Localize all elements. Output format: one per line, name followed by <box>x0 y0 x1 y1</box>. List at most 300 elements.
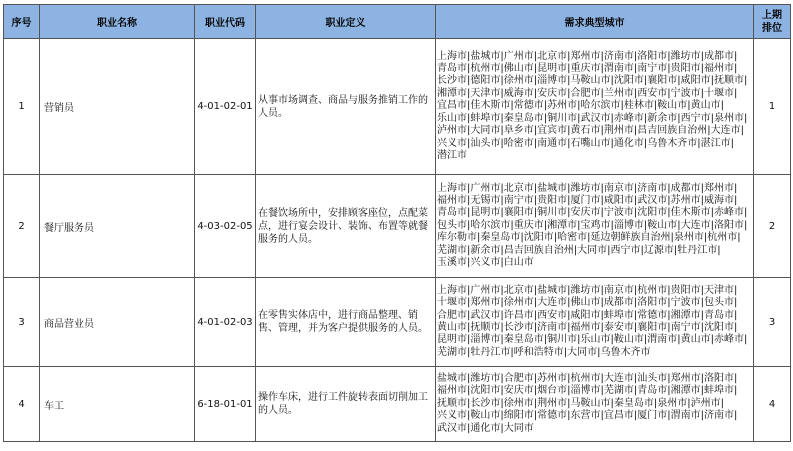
city-item: 乌鲁木齐市 <box>647 137 698 149</box>
city-item: 黄山市 <box>437 322 467 333</box>
city-item: 泰安市 <box>603 322 634 333</box>
city-separator: | <box>737 232 741 244</box>
city-separator: | <box>600 322 604 333</box>
city-separator: | <box>467 207 471 219</box>
city-separator: | <box>567 207 571 219</box>
city-item: 东营市 <box>570 410 601 422</box>
city-item: 无锡市 <box>470 194 501 206</box>
city-item: 铜川市 <box>547 334 578 346</box>
city-item: 桂林市 <box>623 100 654 112</box>
city-separator: | <box>467 63 471 75</box>
city-item: 大同市 <box>503 422 534 434</box>
city-separator: | <box>700 410 704 422</box>
city-separator: | <box>697 137 701 149</box>
city-separator: | <box>533 397 538 409</box>
city-item: 许昌市 <box>503 309 534 321</box>
city-item: 白山市 <box>503 257 534 269</box>
city-item: 济南市 <box>603 50 634 62</box>
city-item: 重庆市 <box>570 63 601 75</box>
city-separator: | <box>577 112 581 124</box>
city-separator: | <box>610 75 614 87</box>
city-separator: | <box>467 87 471 99</box>
city-item: 威海市 <box>503 87 534 99</box>
city-separator: | <box>653 100 658 112</box>
city-separator: | <box>734 194 738 206</box>
occupation-definition: 操作车床，进行工件旋转表面切削加工的人员。 <box>256 367 436 442</box>
city-separator: | <box>567 194 571 206</box>
city-item: 赤峰市 <box>714 334 744 346</box>
city-separator: | <box>734 410 738 422</box>
city-item: 大同市 <box>470 125 501 137</box>
city-separator: | <box>667 50 671 62</box>
city-separator: | <box>500 207 504 219</box>
header-rank-line2: 排位 <box>762 22 782 34</box>
city-separator: | <box>543 100 548 112</box>
city-item: 厦门市 <box>570 194 601 206</box>
city-separator: | <box>500 284 504 296</box>
city-item: 盐城市 <box>470 50 501 62</box>
city-item: 大连市 <box>603 372 634 384</box>
city-item: 鞍山市 <box>470 410 501 422</box>
city-item: 新余市 <box>470 244 501 256</box>
city-separator: | <box>643 112 648 124</box>
city-item: 淄博市 <box>570 385 601 397</box>
city-separator: | <box>710 112 714 124</box>
city-item: 赤峰市 <box>613 112 644 124</box>
city-separator: | <box>600 309 604 321</box>
city-item: 大连市 <box>537 297 568 309</box>
city-item: 郑州市 <box>670 372 701 384</box>
city-separator: | <box>610 137 614 149</box>
city-separator: | <box>633 410 638 422</box>
city-separator: | <box>467 422 471 434</box>
city-separator: | <box>500 297 504 309</box>
city-separator: | <box>533 284 538 296</box>
city-item: 阜乡市 <box>503 125 534 137</box>
city-item: 抚顺市 <box>714 75 744 87</box>
city-item: 福州市 <box>437 194 467 206</box>
city-item: 南宁市 <box>637 63 668 75</box>
city-separator: | <box>597 346 601 358</box>
city-item: 十堰市 <box>704 87 734 99</box>
city-item: 兴义市 <box>470 257 501 269</box>
city-separator: | <box>700 372 704 384</box>
city-item: 湘潭市 <box>547 219 578 231</box>
occupation-code: 6-18-01-01 <box>195 367 256 442</box>
city-separator: | <box>677 112 681 124</box>
city-item: 汕头市 <box>470 137 501 149</box>
city-item: 宁波市 <box>670 297 701 309</box>
header-name: 职业名称 <box>40 5 195 39</box>
city-item: 鞍山市 <box>613 334 644 346</box>
city-separator: | <box>667 322 671 333</box>
city-separator: | <box>734 63 738 75</box>
city-item: 沈阳市 <box>523 232 554 244</box>
city-item: 常德市 <box>513 100 544 112</box>
city-separator: | <box>633 309 638 321</box>
city-separator: | <box>744 207 748 219</box>
city-item: 重庆市 <box>513 219 544 231</box>
city-item: 咸阳市 <box>570 309 601 321</box>
city-item: 湘潭市 <box>670 309 701 321</box>
city-item: 潍坊市 <box>570 182 601 194</box>
city-separator: | <box>667 284 671 296</box>
city-separator: | <box>700 63 704 75</box>
city-separator: | <box>620 100 624 112</box>
city-item: 苏州市 <box>670 194 701 206</box>
city-separator: | <box>567 125 571 137</box>
occupation-name: 车工 <box>40 367 195 442</box>
city-item: 十堰市 <box>437 297 467 309</box>
city-item: 北京市 <box>537 50 568 62</box>
city-item: 大同市 <box>577 244 608 256</box>
city-separator: | <box>700 182 704 194</box>
city-item: 湘潭市 <box>670 385 701 397</box>
previous-rank: 4 <box>754 367 791 442</box>
city-item: 昌吉回族自治州 <box>637 125 708 137</box>
city-item: 秦皇岛市 <box>503 112 544 124</box>
city-separator: | <box>633 385 638 397</box>
city-item: 武汉市 <box>470 309 501 321</box>
city-item: 西安市 <box>637 87 668 99</box>
city-separator: | <box>533 372 538 384</box>
city-separator: | <box>643 334 648 346</box>
city-item: 南宁市 <box>503 194 534 206</box>
city-separator: | <box>567 385 571 397</box>
city-separator: | <box>734 309 738 321</box>
city-item: 北京市 <box>503 182 534 194</box>
city-item: 西宁市 <box>680 112 711 124</box>
city-separator: | <box>667 194 671 206</box>
city-separator: | <box>740 125 744 137</box>
city-item: 徐州市 <box>503 297 534 309</box>
city-separator: | <box>467 346 471 358</box>
previous-rank: 3 <box>754 278 791 367</box>
city-separator: | <box>467 50 471 62</box>
city-item: 沈阳市 <box>613 75 644 87</box>
city-item: 广州市 <box>503 50 534 62</box>
city-item: 安庆市 <box>537 87 568 99</box>
city-separator: | <box>734 182 738 194</box>
city-item: 成都市 <box>603 297 634 309</box>
city-separator: | <box>467 182 471 194</box>
city-separator: | <box>567 322 571 333</box>
city-item: 黄山市 <box>680 334 711 346</box>
city-separator: | <box>567 87 571 99</box>
city-separator: | <box>600 50 604 62</box>
city-separator: | <box>610 397 614 409</box>
city-separator: | <box>677 219 681 231</box>
city-separator: | <box>500 244 504 256</box>
city-item: 西宁市 <box>610 244 641 256</box>
city-item: 铜川市 <box>547 112 578 124</box>
city-separator: | <box>633 284 638 296</box>
city-separator: | <box>520 232 524 244</box>
city-item: 佳木斯市 <box>670 207 711 219</box>
city-item: 宁波市 <box>670 87 701 99</box>
city-separator: | <box>500 63 504 75</box>
city-item: 芜湖市 <box>437 346 467 358</box>
city-item: 宁波市 <box>603 207 634 219</box>
city-separator: | <box>734 50 738 62</box>
city-separator: | <box>687 397 691 409</box>
city-item: 天津市 <box>470 87 501 99</box>
city-separator: | <box>500 322 504 333</box>
city-item: 大同市 <box>567 346 598 358</box>
city-separator: | <box>500 422 504 434</box>
city-separator: | <box>600 372 604 384</box>
city-separator: | <box>710 75 714 87</box>
city-item: 上海市 <box>437 182 467 194</box>
city-separator: | <box>467 112 471 124</box>
city-item: 蚌埠市 <box>470 112 501 124</box>
city-separator: | <box>567 397 571 409</box>
city-item: 上海市 <box>437 50 467 62</box>
city-item: 杭州市 <box>637 284 668 296</box>
city-separator: | <box>667 182 671 194</box>
city-separator: | <box>533 322 538 333</box>
city-item: 乐山市 <box>580 334 611 346</box>
city-separator: | <box>533 75 538 87</box>
city-separator: | <box>700 309 704 321</box>
city-item: 盐城市 <box>537 284 568 296</box>
city-separator: | <box>600 385 604 397</box>
city-separator: | <box>500 410 504 422</box>
city-item: 洛阳市 <box>637 297 668 309</box>
city-separator: | <box>734 297 738 309</box>
city-separator: | <box>467 219 471 231</box>
city-separator: | <box>467 297 471 309</box>
city-item: 宝鸡市 <box>580 219 611 231</box>
city-separator: | <box>500 75 504 87</box>
city-separator: | <box>633 194 638 206</box>
city-item: 潍坊市 <box>670 50 701 62</box>
city-item: 上海市 <box>437 284 467 296</box>
city-separator: | <box>500 309 504 321</box>
city-separator: | <box>607 244 611 256</box>
city-separator: | <box>533 50 538 62</box>
typical-cities <box>436 373 753 435</box>
city-item: 兰州市 <box>603 87 634 99</box>
city-item: 济南市 <box>637 182 668 194</box>
city-separator: | <box>567 182 571 194</box>
row-number: 2 <box>4 175 40 278</box>
city-item: 昆明市 <box>470 207 501 219</box>
city-item: 合肥市 <box>503 372 534 384</box>
city-separator: | <box>633 207 638 219</box>
city-item: 常德市 <box>537 410 568 422</box>
city-item: 包头市 <box>437 219 467 231</box>
city-item: 襄阳市 <box>503 207 534 219</box>
occupation-code: 4-01-02-03 <box>195 278 256 367</box>
city-item: 辽源市 <box>643 244 674 256</box>
city-item: 成都市 <box>670 182 701 194</box>
city-separator: | <box>500 397 504 409</box>
city-item: 淄博市 <box>537 75 568 87</box>
city-item: 鞍山市 <box>647 219 678 231</box>
city-item: 广州市 <box>470 284 501 296</box>
city-item: 铜川市 <box>537 207 568 219</box>
city-item: 通化市 <box>470 422 501 434</box>
city-separator: | <box>533 194 538 206</box>
city-item: 杭州市 <box>470 63 501 75</box>
city-separator: | <box>533 137 538 149</box>
occupation-code: 4-01-02-01 <box>195 39 256 175</box>
city-separator: | <box>667 87 671 99</box>
city-separator: | <box>700 322 704 333</box>
city-separator: | <box>510 100 514 112</box>
city-item: 黄石市 <box>570 125 601 137</box>
city-separator: | <box>700 194 704 206</box>
city-separator: | <box>633 63 638 75</box>
city-separator: | <box>700 87 704 99</box>
city-item: 佳木斯市 <box>470 100 511 112</box>
city-item: 洛阳市 <box>637 50 668 62</box>
city-item: 蚌埠市 <box>704 385 734 397</box>
occupation-definition: 从事市场调查、商品与服务推销工作的人员。 <box>256 39 436 175</box>
typical-cities <box>436 285 753 359</box>
city-item: 泸州市 <box>690 397 721 409</box>
city-separator: | <box>533 297 538 309</box>
city-item: 长沙市 <box>470 397 501 409</box>
city-separator: | <box>633 50 638 62</box>
city-separator: | <box>467 372 471 384</box>
occupation-name: 餐厅服务员 <box>40 175 195 278</box>
city-item: 牡丹江市 <box>677 244 718 256</box>
city-item: 淄博市 <box>470 334 501 346</box>
city-item: 湘潭市 <box>437 87 467 99</box>
city-separator: | <box>500 87 504 99</box>
city-separator: | <box>633 372 638 384</box>
city-item: 武汉市 <box>437 422 467 434</box>
city-item: 渭南市 <box>670 410 701 422</box>
city-item: 哈密市 <box>503 137 534 149</box>
city-item: 盐城市 <box>437 372 467 384</box>
city-item: 马鞍山市 <box>570 397 611 409</box>
city-separator: | <box>500 112 504 124</box>
city-separator: | <box>467 334 471 346</box>
city-separator: | <box>543 334 548 346</box>
city-separator: | <box>510 346 514 358</box>
jobs-table <box>3 4 791 442</box>
city-separator: | <box>563 346 568 358</box>
city-separator: | <box>677 75 681 87</box>
city-separator: | <box>467 309 471 321</box>
typical-cities-cell <box>436 367 754 442</box>
row-number: 3 <box>4 278 40 367</box>
city-separator: | <box>610 334 614 346</box>
city-separator: | <box>700 297 704 309</box>
city-separator: | <box>600 87 604 99</box>
city-item: 南通市 <box>537 137 568 149</box>
city-item: 成都市 <box>704 50 734 62</box>
city-separator: | <box>667 297 671 309</box>
city-separator: | <box>734 385 738 397</box>
city-separator: | <box>467 284 471 296</box>
city-separator: | <box>467 137 471 149</box>
city-item: 荆州市 <box>537 397 568 409</box>
city-item: 秦皇岛市 <box>480 232 521 244</box>
city-item: 鞍山市 <box>657 100 688 112</box>
city-item: 杭州市 <box>707 232 738 244</box>
city-item: 西安市 <box>537 309 568 321</box>
city-item: 威海市 <box>704 194 734 206</box>
city-item: 洛阳市 <box>714 219 744 231</box>
occupation-definition: 在餐饮场所中，安排顾客座位，点配菜点，进行宴会设计、装饰、布置等就餐服务的人员。 <box>256 175 436 278</box>
city-separator: | <box>700 50 704 62</box>
city-separator: | <box>587 232 591 244</box>
city-separator: | <box>567 63 571 75</box>
city-item: 广州市 <box>470 182 501 194</box>
typical-cities <box>436 183 753 270</box>
city-separator: | <box>567 297 571 309</box>
city-separator: | <box>500 385 504 397</box>
city-item: 兴义市 <box>437 410 467 422</box>
city-separator: | <box>553 232 558 244</box>
city-separator: | <box>533 410 538 422</box>
city-separator: | <box>467 410 471 422</box>
table-row <box>4 39 791 175</box>
city-item: 佛山市 <box>503 63 534 75</box>
typical-cities-cell <box>436 278 754 367</box>
city-separator: | <box>667 372 671 384</box>
city-item: 湛江市 <box>700 137 731 149</box>
city-separator: | <box>700 385 704 397</box>
city-item: 福州市 <box>704 63 734 75</box>
city-separator: | <box>633 125 638 137</box>
header-cities: 需求典型城市 <box>436 5 754 39</box>
city-separator: | <box>567 50 571 62</box>
city-item: 哈密市 <box>557 232 588 244</box>
city-separator: | <box>633 87 638 99</box>
city-item: 马鞍山市 <box>570 75 611 87</box>
city-separator: | <box>467 322 471 333</box>
table-row <box>4 367 791 442</box>
city-separator: | <box>667 207 671 219</box>
city-separator: | <box>467 385 471 397</box>
city-item: 武汉市 <box>580 112 611 124</box>
city-separator: | <box>600 410 604 422</box>
city-separator: | <box>687 100 691 112</box>
city-separator: | <box>467 100 471 112</box>
city-item: 渭南市 <box>603 63 634 75</box>
city-item: 沈阳市 <box>470 385 501 397</box>
city-separator: | <box>744 112 748 124</box>
city-item: 秦皇岛市 <box>503 334 544 346</box>
city-separator: | <box>703 232 708 244</box>
city-separator: | <box>643 75 648 87</box>
city-separator: | <box>673 244 678 256</box>
city-item: 石嘴山市 <box>570 137 611 149</box>
city-item: 盐城市 <box>537 182 568 194</box>
city-separator: | <box>500 372 504 384</box>
previous-rank: 1 <box>754 39 791 175</box>
city-item: 宜宾市 <box>537 125 568 137</box>
city-item: 绵阳市 <box>503 410 534 422</box>
city-separator: | <box>467 75 471 87</box>
city-separator: | <box>533 87 538 99</box>
city-separator: | <box>734 87 738 99</box>
typical-cities-cell <box>436 39 754 175</box>
city-separator: | <box>710 219 714 231</box>
city-item: 郑州市 <box>570 50 601 62</box>
city-item: 郑州市 <box>470 297 501 309</box>
city-separator: | <box>710 334 714 346</box>
city-separator: | <box>610 219 614 231</box>
city-item: 昌吉回族自治州 <box>503 244 574 256</box>
city-item: 库尔勒市 <box>437 232 477 244</box>
city-separator: | <box>573 244 578 256</box>
